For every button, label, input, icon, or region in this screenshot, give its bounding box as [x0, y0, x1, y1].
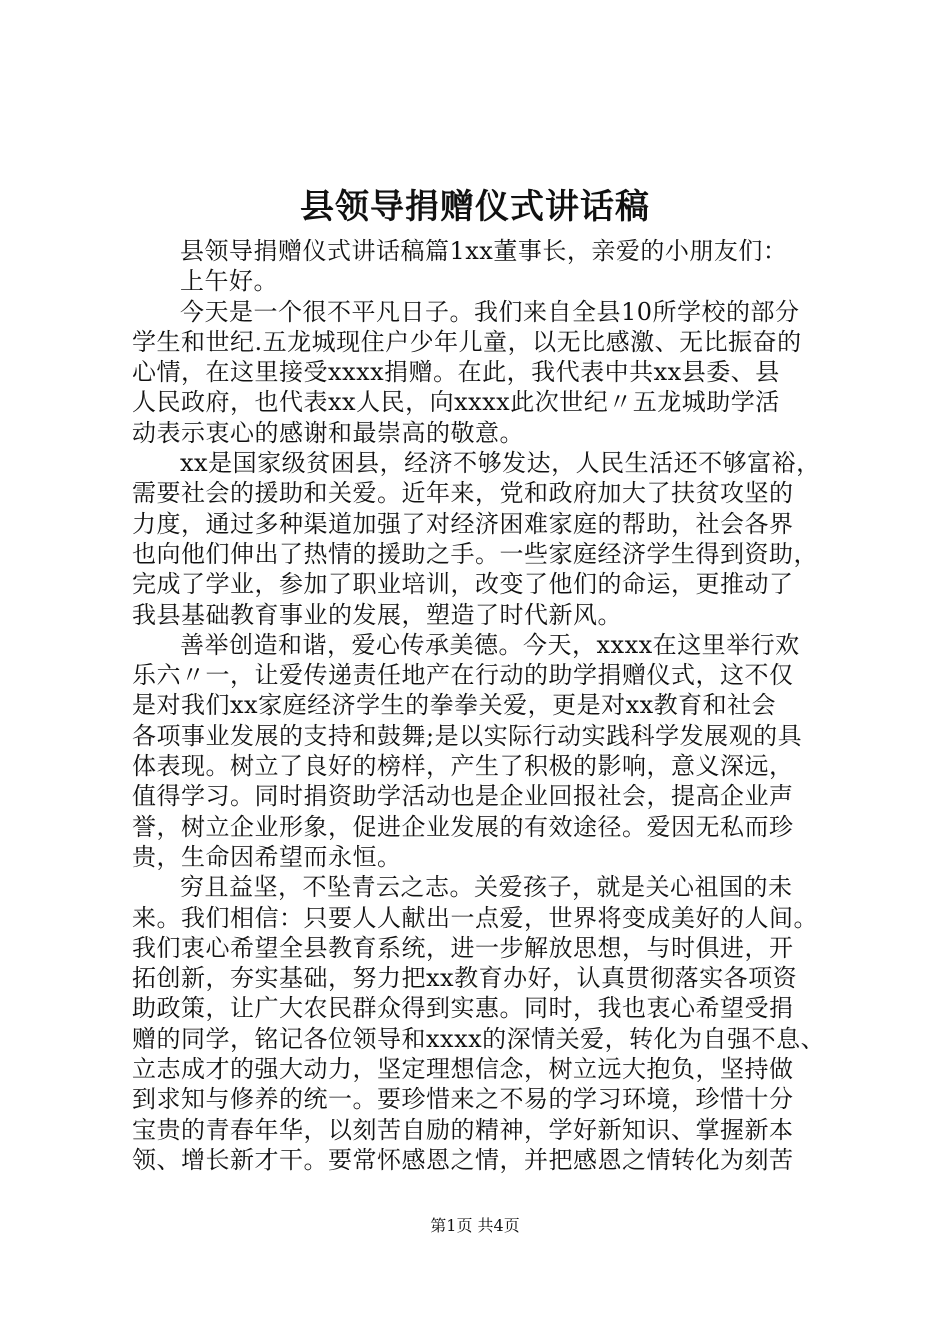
page-title: 县领导捐赠仪式讲话稿 [300, 187, 650, 227]
body-line: 完成了学业，参加了职业培训，改变了他们的命运，更推动了 [132, 570, 794, 599]
body-line: 心情，在这里接受xxxx捐赠。在此，我代表中共xx县委、县 [132, 358, 780, 387]
body-line: 是对我们xx家庭经济学生的拳拳关爱，更是对xx教育和社会 [132, 691, 777, 720]
body-line: 力度，通过多种渠道加强了对经济困难家庭的帮助，社会各界 [132, 509, 794, 538]
body-line: 各项事业发展的支持和鼓舞;是以实际行动实践科学发展观的具 [132, 721, 803, 750]
body-line: 上午好。 [180, 267, 278, 296]
body-line: 县领导捐赠仪式讲话稿篇1xx董事长，亲爱的小朋友们： [180, 237, 788, 265]
document-body [132, 236, 832, 1175]
body-line: 誉，树立企业形象，促进企业发展的有效途径。爱因无私而珍 [132, 812, 794, 841]
body-line: 学生和世纪.五龙城现住户少年儿童，以无比感激、无比振奋的 [132, 327, 802, 356]
body-line: 到求知与修养的统一。要珍惜来之不易的学习环境，珍惜十分 [132, 1085, 794, 1114]
body-line: 贵，生命因希望而永恒。 [132, 842, 402, 871]
body-line: 善举创造和谐，爱心传承美德。今天，xxxx在这里举行欢 [180, 630, 800, 659]
body-line: xx是国家级贫困县，经济不够发达，人民生活还不够富裕， [180, 449, 821, 478]
page-footer: 第1页 共4页 [430, 1216, 520, 1235]
body-line: 领、增长新才干。要常怀感恩之情，并把感恩之情转化为刻苦 [132, 1145, 794, 1174]
body-line: 需要社会的援助和关爱。近年来，党和政府加大了扶贫攻坚的 [132, 479, 794, 508]
body-line: 赠的同学，铭记各位领导和xxxx的深情关爱，转化为自强不息、 [132, 1024, 826, 1053]
body-line: 助政策，让广大农民群众得到实惠。同时，我也衷心希望受捐 [132, 994, 794, 1023]
body-line: 我们衷心希望全县教育系统，进一步解放思想，与时俱进，开 [132, 933, 794, 962]
body-line: 来。我们相信：只要人人献出一点爱，世界将变成美好的人间。 [132, 903, 818, 932]
body-line: 值得学习。同时捐资助学活动也是企业回报社会，提高企业声 [132, 782, 794, 811]
body-line: 我县基础教育事业的发展，塑造了时代新风。 [132, 600, 622, 629]
body-line: 乐六〃一，让爱传递责任地产在行动的助学捐赠仪式，这不仅 [132, 661, 794, 690]
body-line: 也向他们伸出了热情的援助之手。一些家庭经济学生得到资助， [132, 539, 818, 568]
body-line: 立志成才的强大动力，坚定理想信念，树立远大抱负，坚持做 [132, 1055, 794, 1084]
body-line: 宝贵的青春年华，以刻苦自励的精神，学好新知识、掌握新本 [132, 1115, 794, 1144]
body-line: 今天是一个很不平凡日子。我们来自全县10所学校的部分 [180, 297, 800, 326]
body-line: 拓创新，夯实基础，努力把xx教育办好，认真贯彻落实各项资 [132, 964, 798, 993]
body-line: 人民政府，也代表xx人民，向xxxx此次世纪〃五龙城助学活 [132, 388, 780, 417]
body-line: 体表现。树立了良好的榜样，产生了积极的影响，意义深远， [132, 752, 794, 781]
body-line: 穷且益坚，不坠青云之志。关爱孩子，就是关心祖国的未 [180, 873, 793, 902]
body-line: 动表示衷心的感谢和最崇高的敬意。 [132, 418, 524, 447]
